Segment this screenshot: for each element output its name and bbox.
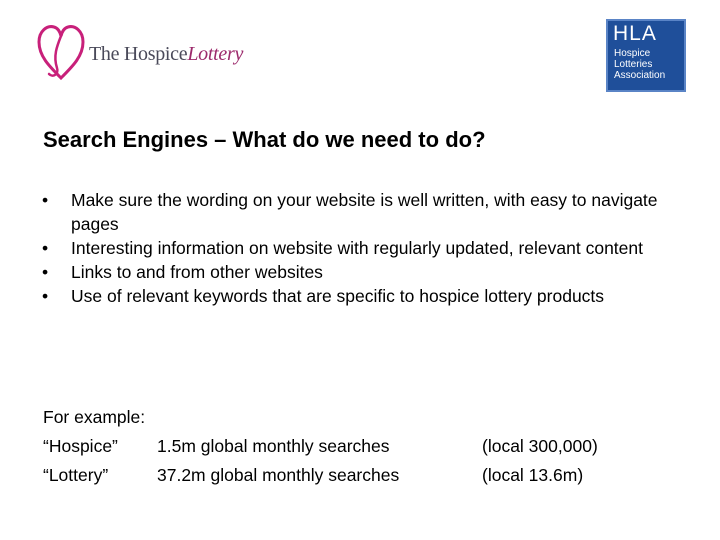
slide-title: Search Engines – What do we need to do?	[43, 127, 486, 152]
logo-wordmark	[89, 43, 243, 66]
logo-suffix: Lottery	[187, 43, 244, 65]
bullet-text: Interesting information on website with regularly updated, relevant content	[71, 238, 643, 258]
logo-prefix: The Hospice	[89, 43, 188, 65]
example-row	[43, 432, 683, 461]
example-searches: 1.5m global monthly searches	[157, 436, 390, 456]
example-term: “Hospice”	[43, 436, 118, 456]
bullet-text: Links to and from other websites	[71, 262, 323, 282]
hla-name-line: Association	[614, 70, 666, 81]
hla-abbreviation: HLA	[613, 22, 657, 45]
bullet-dot: •	[42, 262, 49, 282]
hla-name-line: Lotteries	[614, 59, 653, 70]
bullet-list	[42, 188, 692, 308]
bullet-dot: •	[42, 286, 49, 306]
example-searches: 37.2m global monthly searches	[157, 465, 400, 485]
bullet-text: Use of relevant keywords that are specific to hospice lottery products	[71, 286, 605, 306]
example-local: (local 13.6m)	[482, 465, 584, 485]
hla-logo	[606, 19, 686, 92]
example-row	[43, 461, 683, 490]
bullet-item	[42, 236, 692, 260]
bullet-item	[42, 284, 692, 308]
bullet-text: Make sure the wording on your website is well written, with easy to navigate pages	[71, 190, 658, 234]
hla-full-name	[614, 48, 665, 81]
hla-name-line: Hospice	[614, 48, 651, 59]
heart-icon	[35, 20, 87, 84]
example-heading: For example:	[43, 407, 146, 427]
bullet-dot: •	[42, 238, 49, 258]
bullet-item	[42, 188, 692, 236]
example-section	[43, 403, 683, 490]
example-term: “Lottery”	[43, 465, 109, 485]
bullet-dot: •	[42, 190, 49, 210]
hospice-lottery-logo	[35, 20, 259, 86]
example-local: (local 300,000)	[482, 436, 598, 456]
bullet-item	[42, 260, 692, 284]
